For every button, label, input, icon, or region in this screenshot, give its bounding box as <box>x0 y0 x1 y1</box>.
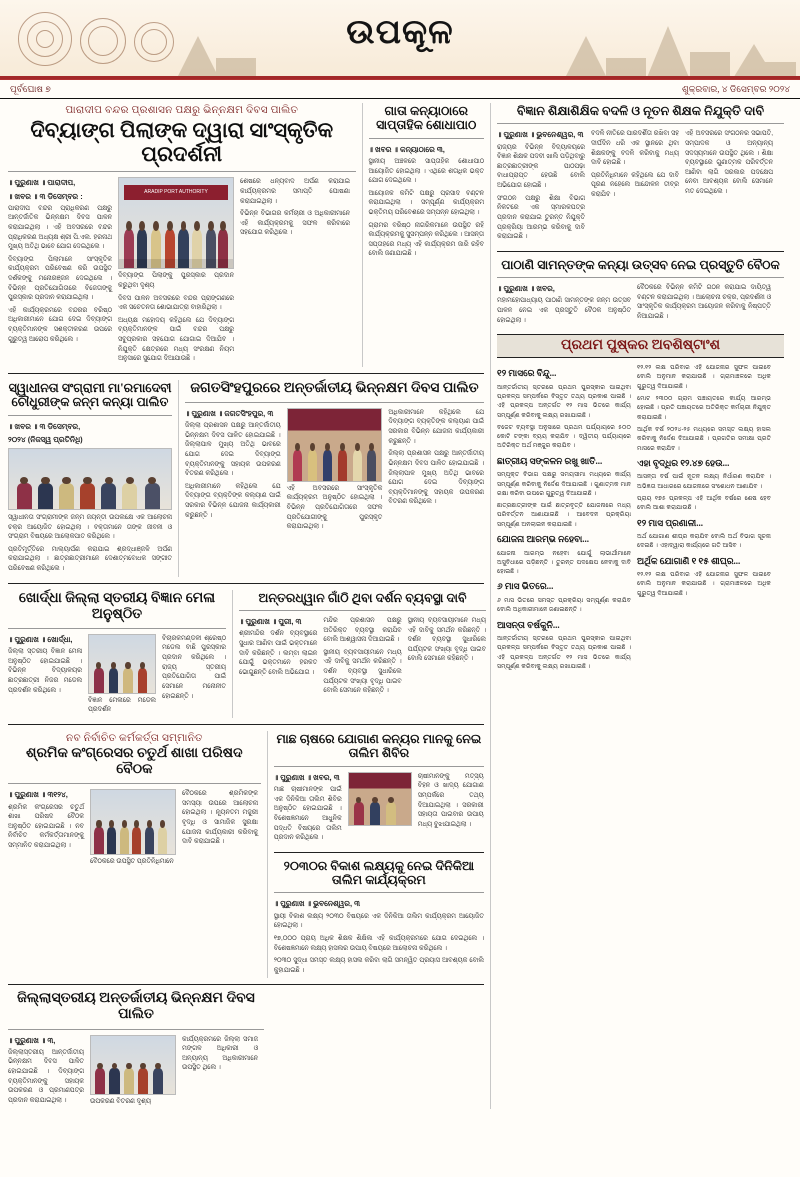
page-content <box>0 99 800 1119</box>
khordha-headline: ଖୋର୍ଦ୍ଧା ଜିଲ୍ଲା ସ୍ତରୀୟ ବିଜ୍ଞାନ ମେଳା ଅନୁଷ୍ଠିତ <box>18 590 216 622</box>
paragraph: ଦିବସ ପାଳନ ଅବସରରେ ବନ୍ଦର ପ୍ରାଙ୍ଗଣରେ ଏକ ସଚେତନତା ଶୋଭାଯାତ୍ରା ବାହାରିଥିଲା । <box>118 294 234 312</box>
paragraph: ସମ୍ପୃକ୍ତ ବିଭାଗ ପକ୍ଷରୁ ସମୟସୀମା ମଧ୍ୟରେ କାର୍ଯ୍ୟ ସମ୍ପୂର୍ଣ୍ଣ କରିବାକୁ ନିର୍ଦ୍ଦେଶ ଦିଆଯାଇଛି । ଗୁଣାତ୍ମକ ମାନ ରକ୍ଷା କରିବା ଉପରେ ଗୁରୁତ୍ୱ ଦିଆଯାଇଛି । <box>497 471 631 497</box>
teacher-headline: ବିଜ୍ଞାନ ଶିକ୍ଷାଶିକ୍ଷିକ ବଦଳି ଓ ନୂତନ ଶିକ୍ଷକ ନିଯୁକ୍ତି ଦାବି <box>516 104 765 118</box>
article-jagatsinghpur <box>178 380 484 577</box>
byline: ॥ ପୁରୁଣାଖ ॥ ଭୁବନେଶ୍ୱର, ୩ <box>497 130 584 140</box>
paragraph: ଜିଲ୍ଲା ସ୍ତରୀୟ ବିଜ୍ଞାନ ମେଳା ଅନୁଷ୍ଠିତ ହୋଇଯାଇଛି । ବିଭିନ୍ନ ବିଦ୍ୟାଳୟର ଛାତ୍ରଛାତ୍ରୀ ନିଜର ମଡେଲ ପ୍ରଦର୍ଶନ କରିଥିଲେ । <box>8 648 82 694</box>
paragraph: ବିଭିନ୍ନ ବିଭାଗର କର୍ମଚାରୀ ଓ ଅଧିକାରୀମାନେ ଏହି କାର୍ଯ୍ୟକ୍ରମକୁ ସଫଳ କରିବାରେ ସହଯୋଗ କରିଥିଲେ । <box>240 210 350 237</box>
masthead <box>0 0 800 80</box>
pathani-headline: ପାଠାଣି ସାମନ୍ତଙ୍କ କନ୍ୟା ଉତ୍ସବ ନେଇ ପ୍ରସ୍ତୁତି ବୈଠକ <box>501 257 780 272</box>
paragraph: ଛାତ୍ରଛାତ୍ରୀଙ୍କ ପାଇଁ ଛାତ୍ରବୃତ୍ତି ଯୋଜନାରେ ମଧ୍ୟ ପରିବର୍ତ୍ତନ ଆଣାଯାଇଛି । ଆବେଦନ ପ୍ରକ୍ରିୟା ସମ୍ପୂର୍ଣ୍ଣ ଅନଲାଇନ କରାଯାଇଛି । <box>497 502 631 528</box>
photo-caption: ବୈଠକରେ ଉପସ୍ଥିତ ପ୍ରତିନିଧିମାନେ <box>90 858 174 866</box>
paragraph: କାର୍ଯ୍ୟକ୍ରମରେ ଜିଲ୍ଲା ସମାଜ ମଙ୍ଗଳ ଅଧିକାରୀ ଓ ଅନ୍ୟାନ୍ୟ ଅଧିକାରୀମାନେ ଉପସ୍ଥିତ ଥିଲେ । <box>182 1035 258 1072</box>
photo-banner-text: ARADIP PORT AUTHORITY <box>124 185 229 199</box>
paragraph: ଜିଲ୍ଲାସ୍ତରୀୟ ଆନ୍ତର୍ଜାତୀୟ ଭିନ୍ନକ୍ଷମ ଦିବସ ପାଳିତ ହୋଇଯାଇଛି । ଦିବ୍ୟାଙ୍ଗ ବ୍ୟକ୍ତିମାନଙ୍କୁ ସହାୟକ ଉପକରଣ ଓ ପ୍ରମାଣପତ୍ର ପ୍ରଦାନ କରାଯାଇଥିଲା । <box>8 1048 84 1104</box>
paragraph: ରାଜ୍ୟର ବିଭିନ୍ନ ବିଦ୍ୟାଳୟରେ ବିଜ୍ଞାନ ଶିକ୍ଷକ ପଦବୀ ଖାଲି ପଡ଼ିଥିବାରୁ ଛାତ୍ରଛାତ୍ରୀଙ୍କ ପାଠପଢ଼ା ବାଧାପ୍ରାପ୍ତ ହେଉଛି ବୋଲି ଅଭିଯୋଗ ହୋଇଛି । <box>497 143 585 190</box>
paragraph: ୨୦୩୦ ସୁଦ୍ଧା ସମସ୍ତ ଲକ୍ଷ୍ୟ ହାସଲ କରିବା ଲାଗି ସମନ୍ୱିତ ପ୍ରୟାସ ଆବଶ୍ୟକ ବୋଲି କୁହାଯାଇଛି । <box>273 957 484 974</box>
jilla-photo <box>90 1035 176 1095</box>
paragraph: ପାରାଦୀପ ବନ୍ଦର ପ୍ରାଧିକରଣ ପକ୍ଷରୁ ଆନ୍ତର୍ଜାତିକ ଭିନ୍ନକ୍ଷମ ଦିବସ ପାଳନ କରାଯାଇଥିଲା । ଏହି ଅବସରରେ ବନ୍ଦର ପ୍ରାଧିକରଣ ଅଧ୍ୟକ୍ଷ ଶ୍ରୀ ପି.ଏଲ. ହରନାଥ ମୁଖ୍ୟ ଅତିଥି ଭାବେ ଯୋଗ ଦେଇଥିଲେ । <box>8 204 112 251</box>
paragraph: ବଦଳି ନୀତିରେ ପାରଦର୍ଶିତା ରଖିବା ସହ ଦୀର୍ଘଦିନ ଧରି ଏକ ସ୍ଥାନରେ ଥିବା ଶିକ୍ଷକଙ୍କୁ ବଦଳି କରିବାକୁ ମଧ୍ୟ ଦାବି ହୋଇଛି । <box>591 130 679 167</box>
sub-head: ୧୨ ମାସରେ ବିନ୍ଦୁ... <box>497 368 557 379</box>
byline: ॥ ପୁରୁଣାଖ ॥ ୩, <box>8 1035 56 1045</box>
paragraph: ବୈଠକରେ ବିଭିନ୍ନ କମିଟି ଗଠନ କରାଯାଇ ଦାୟିତ୍ୱ ବଣ୍ଟନ କରାଯାଇଥିଲା । ଆଲୋଚନା ଚକ୍ର, ପ୍ରଦର୍ଶନୀ ଓ ସାଂସ୍କୃତିକ କାର୍ଯ୍ୟକ୍ରମ ଆୟୋଜନ କରିବାକୁ ନିଷ୍ପତ୍ତି ନିଆଯାଇଛି । <box>637 284 771 320</box>
paragraph: ଆନ୍ତର୍ଜାତୀୟ ସ୍ତରରେ ପ୍ରଥମ ପୁରସ୍କାର ପାଇଥିବା ପ୍ରକଳ୍ପ ସମ୍ପର୍କରେ ବିସ୍ତୃତ ତଥ୍ୟ ପ୍ରକାଶ ପାଇଛି । ଏହି ପ୍ରକଳ୍ପ ଅନ୍ତର୍ଗତ ୧୨ ମାସ ଭିତରେ କାର୍ଯ୍ୟ ସମ୍ପୂର୍ଣ୍ଣ କରିବାକୁ ଲକ୍ଷ୍ୟ ରଖାଯାଇଛି । <box>497 635 631 670</box>
paragraph: ମୋଟ ୨୩୦୦ ଗ୍ରାମ ପଞ୍ଚାୟତରେ କାର୍ଯ୍ୟ ଆରମ୍ଭ ହୋଇଛି । ପ୍ରତି ପଞ୍ଚାୟତରେ ଅତିରିକ୍ତ କର୍ମଚାରୀ ନିଯୁକ୍ତ କରାଯାଇଛି । <box>637 395 771 421</box>
paragraph: ଅଧିକାରୀମାନେ କହିଥିଲେ ଯେ ଦିବ୍ୟାଙ୍ଗ ବ୍ୟକ୍ତିଙ୍କ କଲ୍ୟାଣ ପାଇଁ ସରକାର ବିଭିନ୍ନ ଯୋଜନା କାର୍ଯ୍ୟକାରୀ କରୁଛନ୍ତି । <box>185 482 281 519</box>
issue-date: ଶୁକ୍ରବାର, ୪ ଡିସେମ୍ବର ୨୦୨୪ <box>682 84 790 94</box>
lead-byline: ॥ ପୁରୁଣାଖ ॥ ପାରାଦୀପ, <box>8 178 76 188</box>
shramik-headline: ଶ୍ରମିକ କଂଗ୍ରେସର ଚତୁର୍ଥ ଶାଖା ପରିଷଦ ବୈଠକ <box>26 746 243 778</box>
paragraph: ୬ ମାସ ଭିତରେ ସମସ୍ତ ପ୍ରକ୍ରିୟା ସମ୍ପୂର୍ଣ୍ଣ କରାଯିବ ବୋଲି ଅଧିକାରୀମାନେ ଜଣାଇଛନ୍ତି । <box>497 596 631 614</box>
paragraph: ଅଧ୍ୟକ୍ଷ ମହୋଦୟ କହିଥିଲେ ଯେ ଦିବ୍ୟାଙ୍ଗ ବ୍ୟକ୍ତିମାନଙ୍କ ପାଇଁ ବନ୍ଦର ପକ୍ଷରୁ ସବୁପ୍ରକାର ସହଯୋଗ ଯୋଗାଇ ଦିଆଯିବ । ନିଯୁକ୍ତି କ୍ଷେତ୍ରରେ ମଧ୍ୟ ସଂରକ୍ଷଣ ନିୟମ ଅନୁସାରେ ସୁଯୋଗ ଦିଆଯାଉଛି । <box>118 316 234 363</box>
paragraph: ଜିଲ୍ଲା ପ୍ରଶାସନ ପକ୍ଷରୁ ଆନ୍ତର୍ଜାତୀୟ ଭିନ୍ନକ୍ଷମ ଦିବସ ପାଳିତ ହୋଇଯାଇଛି । ଜିଲ୍ଲାପାଳ ମୁଖ୍ୟ ଅତିଥି ଭାବରେ ଯୋଗ ଦେଇ ଦିବ୍ୟାଙ୍ଗ ବ୍ୟକ୍ତିମାନଙ୍କୁ ସହାୟକ ଉପକରଣ ବିତରଣ କରିଥିଲେ । <box>388 450 485 506</box>
paragraph: ବିଚାରକମଣ୍ଡଳୀ ଶ୍ରେଷ୍ଠ ମଡେଲ ବାଛି ପୁରସ୍କାର ପ୍ରଦାନ କରିଥିଲେ । ରାଜ୍ୟ ସ୍ତରୀୟ ପ୍ରତିଯୋଗିତା ପାଇଁ ସେମାନେ ମନୋନୀତ ହୋଇଛନ୍ତି । <box>162 634 226 700</box>
sub-head: ୬ ମାସ ଭିତରେ... <box>497 581 554 592</box>
lead-photo <box>118 177 234 269</box>
fisher-headline: ମାଛ ଚାଷରେ ଯୋଗାଣ କନ୍ୟର ମାନକୁ ନେଇ ତାଲିମ ଶିବିର <box>276 732 482 761</box>
masthead-rule <box>0 76 800 79</box>
sub-head: ଏହା ବୃଦ୍ଧିର ୧୨.୪୭ ହେଉ... <box>637 457 730 468</box>
paragraph: ବଜେଟ ବ୍ୟବସ୍ଥା ଅନୁସାରେ ପ୍ରଥମ ପର୍ଯ୍ୟାୟରେ ୫୦୦ କୋଟି ଟଙ୍କା ବ୍ୟୟ କରାଯିବ । ଦ୍ୱିତୀୟ ପର୍ଯ୍ୟାୟରେ ଅତିରିକ୍ତ ଅର୍ଥ ମଞ୍ଜୁର କରାଯିବ । <box>497 423 631 450</box>
paragraph: ଆସନ୍ତା ବର୍ଷ ପାଇଁ ନୂତନ ଲକ୍ଷ୍ୟ ନିର୍ଧାରଣ କରାଯିବ । ଅଭିଜ୍ଞତା ଆଧାରରେ ଯୋଜନାରେ ସଂଶୋଧନ ଆଣାଯିବ । <box>637 473 771 490</box>
paragraph: ମନ୍ଦିର ପ୍ରଶାସନ ପକ୍ଷରୁ ଅତିରିକ୍ତ ବ୍ୟବସ୍ଥା କରାଯିବ ବୋଲି ଆଶ୍ୱାସନା ଦିଆଯାଇଛି । <box>323 617 402 644</box>
paragraph: ସଂଗଠନ ପକ୍ଷରୁ ଶିକ୍ଷା ବିଭାଗ ନିକଟରେ ଏକ ସ୍ମାରକପତ୍ର ପ୍ରଦାନ କରାଯାଇ ତୁରନ୍ତ ନିଯୁକ୍ତି ପ୍ରକ୍ରିୟା ଆରମ୍ଭ କରିବାକୁ ଦାବି କରାଯାଇଛି । <box>497 194 585 241</box>
paragraph: ଆର୍ଥିକ ବର୍ଷ ୨୦୨୪-୨୫ ମଧ୍ୟରେ ସମସ୍ତ ଲକ୍ଷ୍ୟ ହାସଲ କରିବାକୁ ନିର୍ଦ୍ଦେଶ ଦିଆଯାଇଛି । ପ୍ରଗତିର ସମୀକ୍ଷା ପ୍ରତି ମାସରେ କରାଯିବ । <box>637 425 771 452</box>
article-science-teacher-demand <box>497 104 784 245</box>
article-khordha-science-fair <box>8 590 226 718</box>
lead-headline: ଦିବ୍ୟାଙ୍ଗ ପିଲାଙ୍କ ଦ୍ୱାରା ସାଂସ୍କୃତିକ ପ୍ରଦର୍ଶନୀ <box>30 118 334 167</box>
paragraph: ସ୍ଥାନୀୟ ବ୍ୟବସାୟୀମାନେ ମଧ୍ୟ ଏହି ଦାବିକୁ ସମର୍ଥନ କରିଛନ୍ତି । ଦର୍ଶନ ବ୍ୟବସ୍ଥା ସୁଧାରିଲେ ପର୍ଯ୍ୟଟକ ସଂଖ୍ୟା ବୃଦ୍ଧି ପାଇବ ବୋଲି ସେମାନେ କହିଛନ୍ତି । <box>407 617 486 663</box>
sub-head: ୧୨ ମାସ ପ୍ରଣାଳୀ... <box>637 517 703 528</box>
ff-headline: ସ୍ୱାଧୀନତା ସଂଗ୍ରାମୀ ମା'ରମାଦେବୀ ଚୌଧୁରୀଙ୍କ ଜନ୍ମ କନ୍ୟା ପାଲିତ <box>8 380 172 410</box>
sub-head: ଯୋଜନା ଆରମ୍ଭ ନହେବା... <box>497 534 590 545</box>
jilla-headline: ଜିଲ୍ଲାସ୍ତରୀୟ ଅନ୍ତର୍ଜାତୀୟ ଭିନ୍ନକ୍ଷମ ଦିବସ ପାଲିତ <box>17 991 255 1023</box>
paragraph: ସ୍ଥାୟୀ ବିକାଶ ଲକ୍ଷ୍ୟ ୨୦୩୦ ବିଷୟରେ ଏକ ଦିନିକିଆ ତାଲିମ କାର୍ଯ୍ୟକ୍ରମ ଆୟୋଜିତ ହୋଇଥିଲା । <box>273 912 484 930</box>
paragraph: ୧୭,୦୦୦ ପ୍ରାୟ ଅଧିକ ଶିକ୍ଷକ ଶିକ୍ଷିକା ଏହି କାର୍ଯ୍ୟକ୍ରମରେ ଯୋଗ ଦେଇଥିଲେ । ବିଶେଷଜ୍ଞମାନେ ଲକ୍ଷ୍ୟ ହାସଲର ଉପାୟ ବିଷୟରେ ଆଲୋଚନା କରିଥିଲେ । <box>273 934 484 952</box>
paragraph: ଗ୍ରାମର ବରିଷ୍ଠ ନାଗରିକମାନେ ଉପସ୍ଥିତ ରହି କାର୍ଯ୍ୟକ୍ରମକୁ ସୁସମ୍ପନ୍ନ କରିଥିଲେ । ଆସନ୍ତା ସପ୍ତାହରେ ମଧ୍ୟ ଏହି କାର୍ଯ୍ୟକ୍ରମ ଜାରି ରହିବ ବୋଲି ଜଣାଯାଇଛି । <box>368 221 484 258</box>
page-number: ପୂର୍ବଘୋଷ ୭ <box>10 84 51 94</box>
article-darshan-demand <box>232 590 486 718</box>
byline: ॥ ପୁରୁଣାଖ ॥ ଭୁବନେଶ୍ୱର, ୩ <box>273 899 361 909</box>
article-shramik-congress <box>8 731 261 978</box>
left-section <box>8 103 490 1109</box>
paragraph: ଏହି ଅବସରରେ ସାଂସ୍କୃତିକ କାର୍ଯ୍ୟକ୍ରମ ଅନୁଷ୍ଠିତ ହୋଇଥିଲା । ବିଭିନ୍ନ ପ୍ରତିଯୋଗିତାରେ ସଫଳ ପ୍ରତିଯୋଗୀଙ୍କୁ ପୁରସ୍କୃତ କରାଯାଇଥିଲା । <box>286 484 383 531</box>
page-title: ଉପକୂଳ <box>346 14 454 51</box>
paragraph: ଜିଲ୍ଲା ପ୍ରଶାସନ ପକ୍ଷରୁ ଆନ୍ତର୍ଜାତୀୟ ଭିନ୍ନକ୍ଷମ ଦିବସ ପାଳିତ ହୋଇଯାଇଛି । ଜିଲ୍ଲାପାଳ ମୁଖ୍ୟ ଅତିଥି ଭାବରେ ଯୋଗ ଦେଇ ଦିବ୍ୟାଙ୍ଗ ବ୍ୟକ୍ତିମାନଙ୍କୁ ସହାୟକ ଉପକରଣ ବିତରଣ କରିଥିଲେ । <box>185 422 281 478</box>
photo-caption: ବିଜ୍ଞାନ ମେଳାରେ ମଡେଲ ପ୍ରଦର୍ଶନ <box>88 696 156 714</box>
sub-head: ଅର୍ଥିକ ଯୋଗାଣି ୧ ୧୫ ଶୀଘ୍ର... <box>637 555 741 566</box>
freedom-fighter-photo <box>8 448 172 510</box>
article-pathani-samanta <box>497 258 784 328</box>
paragraph: ଶେଷରେ ଧନ୍ୟବାଦ ଅର୍ପଣ କରାଯାଇ କାର୍ଯ୍ୟକ୍ରମର ସମାପ୍ତି ଘୋଷଣା କରାଯାଇଥିଲା । <box>240 178 350 205</box>
paragraph: ମହାମହୋପାଧ୍ୟାୟ ପାଠାଣି ସାମନ୍ତଙ୍କ ଜନ୍ମ ଉତ୍ସବ ପାଳନ ନେଇ ଏକ ପ୍ରସ୍ତୁତି ବୈଠକ ଅନୁଷ୍ଠିତ ହୋଇଥିଲା । <box>497 297 631 324</box>
shramik-photo <box>90 789 176 855</box>
paragraph: ସ୍ୱାଧୀନତା ସଂଗ୍ରାମୀଙ୍କ ଜନ୍ମ ଜୟନ୍ତୀ ଉପଲକ୍ଷେ ଏକ ଆଲୋଚନା ଚକ୍ର ଆୟୋଜିତ ହୋଇଥିଲା । ବକ୍ତାମାନେ ତାଙ୍କ ଜୀବନୀ ଓ ସଂଗ୍ରାମ ବିଷୟରେ ଆଲୋକପାତ କରିଥିଲେ । <box>8 514 172 541</box>
target-headline: ୨୦୩୦ର ବିକାଶ ଲକ୍ଷ୍ୟକୁ ନେଇ ଦିନିକିଆ ତାଲିମ କାର୍ଯ୍ୟକ୍ରମ <box>283 858 475 888</box>
lead-kicker: ପାରାଦୀପ ବନ୍ଦର ପ୍ରଶାସନ ପକ୍ଷରୁ ଭିନ୍ନକ୍ଷମ ଦିବସ ପାଲିତ <box>65 105 299 116</box>
paragraph: ଯୋଜନା ଆରମ୍ଭ ନହେବା ଯୋଗୁଁ ଲାଭାର୍ଥୀମାନେ ଅସୁବିଧାରେ ପଡ଼ିଛନ୍ତି । ତୁରନ୍ତ ପଦକ୍ଷେପ ନେବାକୁ ଦାବି ହୋଇଛି । <box>497 549 631 576</box>
paragraph: ଶ୍ରମିକ କଂଗ୍ରେସର ଚତୁର୍ଥ ଶାଖା ପରିଷଦ ବୈଠକ ଅନୁଷ୍ଠିତ ହୋଇଯାଇଛି । ନବ ନିର୍ବାଚିତ କର୍ମକର୍ତ୍ତାମାନଙ୍କୁ ସମ୍ମାନିତ କରାଯାଇଥିଲା । <box>8 803 84 849</box>
article-fish-training <box>267 731 484 978</box>
article-2030-training <box>274 859 484 976</box>
paragraph: ଚାଷୀମାନଙ୍କୁ ମତ୍ସ୍ୟ ବିହନ ଓ ଖାଦ୍ୟ ଯୋଗାଣ ସମ୍ପର୍କରେ ତଥ୍ୟ ଦିଆଯାଇଥିଲା । ସରକାରୀ ସହାୟତା ପାଇବାର ଉପାୟ ମଧ୍ୟ ବୁଝାଯାଇଥିଲା । <box>417 772 484 828</box>
paragraph: ଅର୍ଥ ଯୋଗାଣ ଶୀଘ୍ର କରାଯିବ ବୋଲି ଅର୍ଥ ବିଭାଗ ସୂଚନା ଦେଇଛି । ଏହାଦ୍ୱାରା କାର୍ଯ୍ୟରେ ଗତି ଆସିବ । <box>637 533 771 550</box>
paragraph: ୧୨.୧୨ ଲକ୍ଷ ପରିବାର ଏହି ଯୋଜନାର ସୁଫଳ ପାଇବେ ବୋଲି ଅନୁମାନ କରାଯାଉଛି । ଗ୍ରାମାଞ୍ଚଳରେ ଅଧିକ ଗୁରୁତ୍ୱ ଦିଆଯାଇଛି । <box>637 364 771 390</box>
paragraph: ଆୟୋଜକ କମିଟି ପକ୍ଷରୁ ପ୍ରସାଦ ବଣ୍ଟନ କରାଯାଇଥିଲା । ସମ୍ପୂର୍ଣ୍ଣ କାର୍ଯ୍ୟକ୍ରମ ଭକ୍ତିମୟ ପରିବେଶରେ ସମ୍ପନ୍ନ ହୋଇଥିଲା । <box>368 189 484 217</box>
article-freedom-fighter <box>8 380 172 577</box>
weekly-headline: ଗାତା କନ୍ୟାଠାରେ ସାପ୍ତାହିକ ଶୋଧାପାଠ <box>376 104 477 133</box>
byline: ॥ ପୁରୁଣାଖ ॥ ଜଗତସିଂହପୁର, ୩ <box>185 408 274 418</box>
byline: ॥ ପୁରୁଣାଖ ॥ ଖବର, <box>497 284 555 294</box>
award-section-body <box>497 363 784 674</box>
sub-head: ଛାତ୍ରୀୟ ସଙ୍କଳନ ରଖୁ ଖାତି... <box>497 455 603 466</box>
jagatsinghpur-photo <box>287 408 383 482</box>
sub-head: ଆସନ୍ତା ବର୍ଷକୁନି... <box>497 619 560 630</box>
paragraph: ସ୍ଥାନୀୟ ବ୍ୟବସାୟୀମାନେ ମଧ୍ୟ ଏହି ଦାବିକୁ ସମର୍ଥନ କରିଛନ୍ତି । ଦର୍ଶନ ବ୍ୟବସ୍ଥା ସୁଧାରିଲେ ପର୍ଯ୍ୟଟକ ସଂଖ୍ୟା ବୃଦ୍ଧି ପାଇବ ବୋଲି ସେମାନେ କହିଛନ୍ତି । <box>323 648 402 695</box>
byline: ॥ ଖବର ॥ କନ୍ୟାଠାରେ ୩, <box>368 144 445 154</box>
article-weekly-recital <box>362 103 485 367</box>
article-lead <box>8 103 356 367</box>
shramik-kicker: ନବ ନିର୍ବାଚିତ କର୍ମକର୍ତ୍ତା ସମ୍ମାନିତ <box>66 733 203 745</box>
right-section <box>490 103 784 1109</box>
paragraph: ଏହି କାର୍ଯ୍ୟକ୍ରମରେ ବନ୍ଦରର ବରିଷ୍ଠ ଅଧିକାରୀମାନେ ଯୋଗ ଦେଇ ଦିବ୍ୟାଙ୍ଗ ବ୍ୟକ୍ତିମାନଙ୍କ ସଶକ୍ତୀକରଣ ଉପରେ ଗୁରୁତ୍ୱ ଆରୋପ କରିଥିଲେ । <box>8 306 112 343</box>
paragraph: ୧୨.୧୨ ଲକ୍ଷ ପରିବାର ଏହି ଯୋଜନାର ସୁଫଳ ପାଇବେ ବୋଲି ଅନୁମାନ କରାଯାଉଛି । ଗ୍ରାମାଞ୍ଚଳରେ ଅଧିକ ଗୁରୁତ୍ୱ ଦିଆଯାଇଛି । <box>637 571 771 597</box>
paragraph: ମାଛ ଚାଷୀମାନଙ୍କ ପାଇଁ ଏକ ଦିନିକିଆ ତାଲିମ ଶିବିର ଅନୁଷ୍ଠିତ ହୋଇଯାଇଛି । ବିଶେଷଜ୍ଞମାନେ ଆଧୁନିକ ପଦ୍ଧତି ବିଷୟରେ ତାଲିମ ପ୍ରଦାନ କରିଥିଲେ । <box>273 786 342 842</box>
article-jilla-divyang <box>8 991 264 1109</box>
dateline-bar <box>0 80 800 99</box>
fisher-photo <box>348 772 412 826</box>
darshan-headline: ଅନ୍ତରଧ୍ୱାନ ଗାଁଠି ଥିବା ଦର୍ଶନ ବ୍ୟବସ୍ଥା ଦାବି <box>258 590 467 605</box>
byline: ॥ ଖବର ॥ ୩ ଡିସେମ୍ବର, <box>8 421 81 431</box>
dateline: ୨୦୨୪ (ନିଜସ୍ୱ ପ୍ରତିନିଧି) <box>8 434 83 444</box>
paragraph: ପ୍ରତିନିଧିମାନେ କହିଥିଲେ ଯେ ଦାବି ପୂରଣ ନହେଲେ ଆନ୍ଦୋଳନ ତୀବ୍ର କରାଯିବ । <box>591 171 679 199</box>
khordha-photo <box>88 634 156 694</box>
paragraph: ଏହି ଅବସରରେ ସଂଗଠନର ସଭାପତି, ସମ୍ପାଦକ ଓ ଅନ୍ୟାନ୍ୟ ସଦସ୍ୟମାନେ ଉପସ୍ଥିତ ଥିଲେ । ଶିକ୍ଷା ବ୍ୟବସ୍ଥାରେ ଗୁଣାତ୍ମକ ପରିବର୍ତ୍ତନ ଆଣିବା ଲାଗି ସରକାର ପଦକ୍ଷେପ ନେବା ଆବଶ୍ୟକ ବୋଲି ସେମାନେ ମତ ଦେଇଥିଲେ । <box>685 130 773 196</box>
paragraph: ପ୍ରାୟ ୧୭୫ ପ୍ରକଳ୍ପ ଏହି ଆର୍ଥିକ ବର୍ଷରେ ଶେଷ ହେବ ବୋଲି ଆଶା କରାଯାଉଛି । <box>637 494 771 512</box>
paragraph: ଅଧିକାରୀମାନେ କହିଥିଲେ ଯେ ଦିବ୍ୟାଙ୍ଗ ବ୍ୟକ୍ତିଙ୍କ କଲ୍ୟାଣ ପାଇଁ ସରକାର ବିଭିନ୍ନ ଯୋଜନା କାର୍ଯ୍ୟକାରୀ କରୁଛନ୍ତି । <box>388 408 485 445</box>
paragraph: ଶ୍ରୀମନ୍ଦିର ଦର୍ଶନ ବ୍ୟବସ୍ଥାରେ ସୁଧାର ଆଣିବା ପାଇଁ ଭକ୍ତମାନେ ଦାବି କରିଛନ୍ତି । ଲମ୍ବା ଲାଇନ ଯୋଗୁଁ ଭକ୍ତମାନେ ହରକତ ଭୋଗୁଛନ୍ତି ବୋଲି ଅଭିଯୋଗ । <box>239 630 318 676</box>
paragraph: ସ୍ଥାନୀୟ ଅଞ୍ଚଳରେ ସାପ୍ତାହିକ ଶୋଧାପାଠ ଆୟୋଜିତ ହୋଇଥିଲା । ଏଥିରେ ଶତାଧିକ ଭକ୍ତ ଯୋଗ ଦେଇଥିଲେ । <box>368 158 484 185</box>
paragraph: ଦିବ୍ୟାଙ୍ଗ ପିଲାମାନେ ସାଂସ୍କୃତିକ କାର୍ଯ୍ୟକ୍ରମ ପରିବେଷଣ କରି ଉପସ୍ଥିତ ଦର୍ଶକଙ୍କୁ ମନୋରଞ୍ଜନ ଦେଇଥିଲେ । ବିଭିନ୍ନ ପ୍ରତିଯୋଗିତାରେ ବିଜେତାଙ୍କୁ ପୁରସ୍କାର ପ୍ରଦାନ କରାଯାଇଥିଲା । <box>8 255 112 302</box>
paragraph: ଆନ୍ତର୍ଜାତୀୟ ସ୍ତରରେ ପ୍ରଥମ ପୁରସ୍କାର ପାଇଥିବା ପ୍ରକଳ୍ପ ସମ୍ପର୍କରେ ବିସ୍ତୃତ ତଥ୍ୟ ପ୍ରକାଶ ପାଇଛି । ଏହି ପ୍ରକଳ୍ପ ଅନ୍ତର୍ଗତ ୧୨ ମାସ ଭିତରେ କାର୍ଯ୍ୟ ସମ୍ପୂର୍ଣ୍ଣ କରିବାକୁ ଲକ୍ଷ୍ୟ ରଖାଯାଇଛି । <box>497 383 631 419</box>
paragraph: ବୈଠକରେ ଶ୍ରମିକଙ୍କ ସମସ୍ୟା ଉପରେ ଆଲୋଚନା ହୋଇଥିଲା । ନ୍ୟୂନତମ ମଜୁରୀ ବୃଦ୍ଧି ଓ ସାମାଜିକ ସୁରକ୍ଷା ଯୋଜନା କାର୍ଯ୍ୟକାରୀ କରିବାକୁ ଦାବି କରାଯାଇଛି । <box>182 790 258 846</box>
photo-caption: ଦିବ୍ୟାଙ୍ଗ ପିଲାଙ୍କୁ ପୁରସ୍କାର ପ୍ରଦାନ କରୁଥିବା ଦୃଶ୍ୟ <box>118 272 234 289</box>
award-section-band: ପ୍ରଥମ ପୁଷ୍କର ଅବଶିଷ୍ଟାଂଶ <box>497 334 784 358</box>
photo-caption: ଉପକରଣ ବିତରଣ ଦୃଶ୍ୟ <box>90 1097 152 1105</box>
jagatsinghpur-headline: ଜଗତସିଂହପୁରରେ ଅନ୍ତର୍ଜାତୀୟ ଭିନ୍ନକ୍ଷମ ଦିବସ ପାଲିତ <box>190 380 479 396</box>
paragraph: ପ୍ରତିମୂର୍ତ୍ତିରେ ମାଲ୍ୟାର୍ପଣ କରାଯାଇ ଶ୍ରଦ୍ଧାଞ୍ଜଳି ଅର୍ପଣ କରାଯାଇଥିଲା । ଛାତ୍ରଛାତ୍ରୀମାନେ ଦେଶାତ୍ମବୋଧକ ସଙ୍ଗୀତ ପରିବେଷଣ କରିଥିଲେ । <box>8 545 172 573</box>
byline: ॥ ପୁରୁଣାଖ ॥ ଖବର, ୩ <box>273 772 340 782</box>
byline: ॥ ପୁରୁଣାଖ ॥ ୩୧୨୪, <box>8 790 68 800</box>
byline: ॥ ପୁରୁଣାଖ ॥ ଖୋର୍ଦ୍ଧା, <box>8 634 73 644</box>
lead-dateline: ॥ ଖବର ॥ ୩ ଡିସେମ୍ବର : <box>8 191 83 201</box>
byline: ॥ ପୁରୁଣାଖ ॥ ପୁରୀ, ୩ <box>239 617 302 627</box>
